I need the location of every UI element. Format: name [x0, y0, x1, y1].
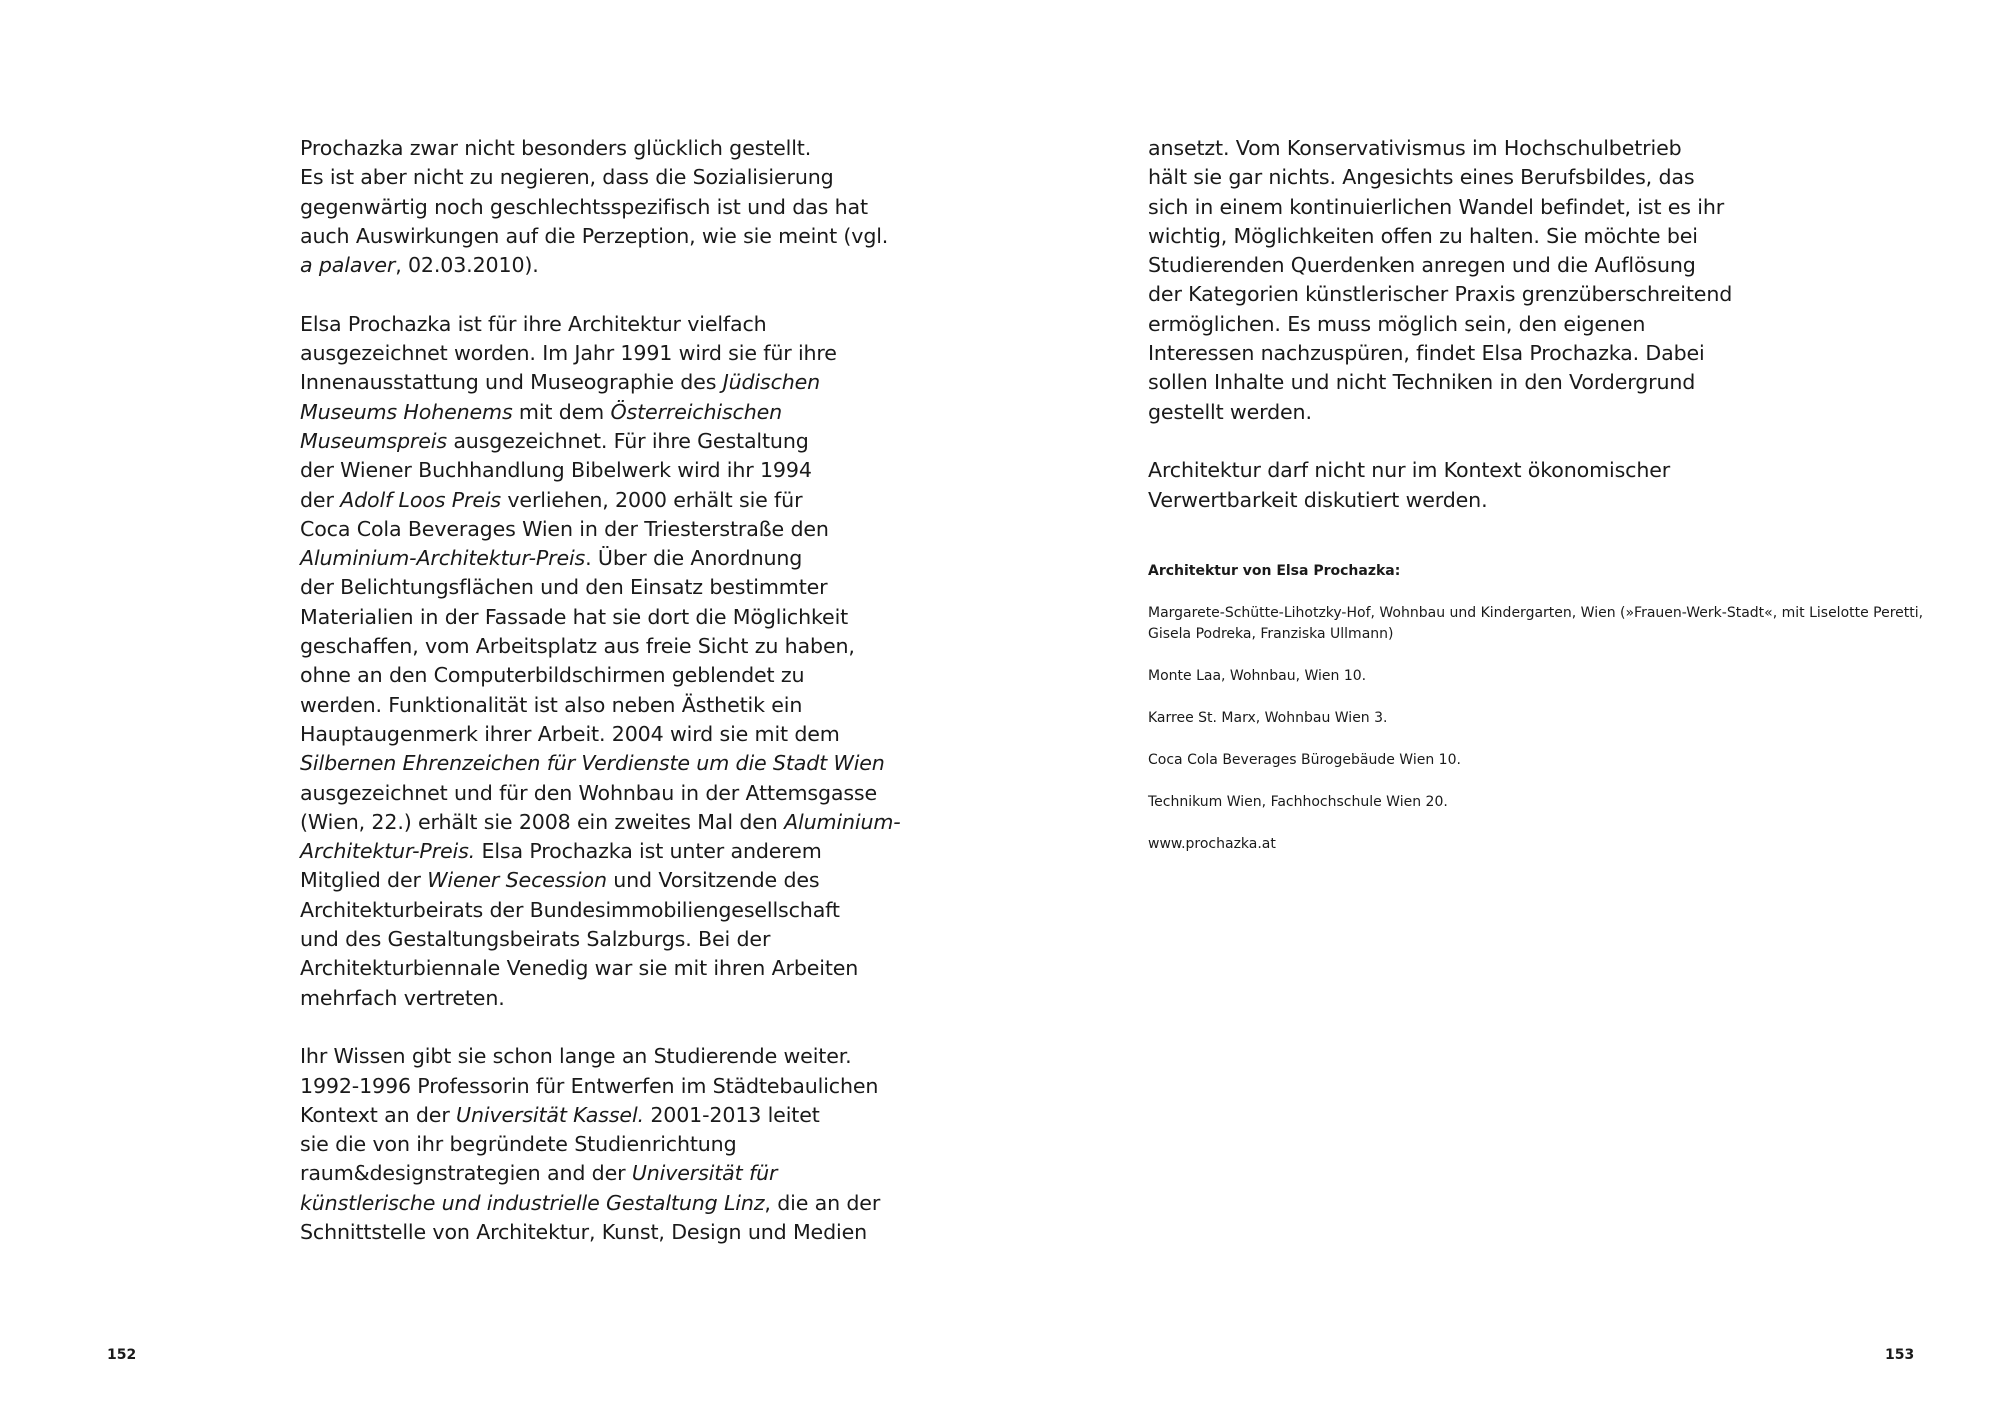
italic-title: Universität für	[631, 1161, 778, 1186]
works-list-item-line: Monte Laa, Wohnbau, Wien 10.	[1148, 668, 1367, 684]
left-p2-line: der Adolf Loos Preis verliehen, 2000 erhält sie für	[300, 487, 803, 512]
left-p2-line: Mitglied der Wiener Secession und Vorsitzende des	[300, 868, 820, 893]
left-p1-line: Es ist aber nicht zu negieren, dass die Sozialisierung	[300, 165, 834, 190]
left-p3-line: Ihr Wissen gibt sie schon lange an Studierende weiter.	[300, 1044, 852, 1069]
right-p1-line: ermöglichen. Es muss möglich sein, den eigenen	[1148, 311, 1646, 336]
works-list-item-line: Karree St. Marx, Wohnbau Wien 3.	[1148, 710, 1388, 726]
left-p2-line: Innenausstattung und Museographie des Jüdischen	[300, 370, 821, 395]
left-p3-line: sie die von ihr begründete Studienrichtung	[300, 1132, 737, 1157]
italic-title: Österreichischen	[610, 399, 783, 424]
left-p1-line: Prochazka zwar nicht besonders glücklich gestellt.	[300, 136, 812, 160]
right-p1-line: Interessen nachzuspüren, findet Elsa Prochazka. Dabei	[1148, 341, 1705, 366]
left-p1-line: gegenwärtig noch geschlechtsspezifisch ist und das hat	[300, 194, 868, 219]
right-p1-line: ansetzt. Vom Konservativismus im Hochschulbetrieb	[1148, 136, 1682, 160]
works-list	[1148, 561, 1928, 876]
italic-title: Adolf Loos Preis	[340, 487, 501, 512]
right-p1-line: der Kategorien künstlerischer Praxis grenzüberschreitend	[1148, 282, 1733, 307]
left-p2-line: und des Gestaltungsbeirats Salzburgs. Bei der	[300, 927, 771, 952]
italic-title: Museumspreis	[300, 428, 447, 453]
italic-title: künstlerische und industrielle Gestaltung Linz	[300, 1190, 765, 1215]
works-list-item	[1148, 792, 1928, 813]
italic-title: a palaver	[300, 253, 396, 278]
right-paragraph-2	[1148, 456, 1732, 515]
left-body-text	[300, 134, 901, 1247]
left-p1-line: a palaver, 02.03.2010).	[300, 253, 539, 278]
left-p2-line: Museums Hohenems mit dem Österreichischen	[300, 399, 783, 424]
left-p2-line	[300, 749, 901, 778]
left-p2-line: geschaffen, vom Arbeitsplatz aus freie Sicht zu haben,	[300, 634, 855, 659]
italic-title: Museums Hohenems	[300, 399, 513, 424]
left-p2-line: werden. Funktionalität ist also neben Ästhetik ein	[300, 692, 803, 717]
left-p2-line: Aluminium-Architektur-Preis. Über die Anordnung	[300, 546, 803, 571]
left-paragraph-1	[300, 134, 901, 280]
right-body-text	[1148, 134, 1732, 515]
italic-title: Wiener Secession	[427, 868, 607, 893]
left-p3-line: 1992-1996 Professorin für Entwerfen im Städtebaulichen	[300, 1073, 879, 1098]
page-number-right: 153	[1885, 1347, 1915, 1363]
left-p3-line: künstlerische und industrielle Gestaltung Linz, die an der	[300, 1190, 881, 1215]
right-p1-line: sollen Inhalte und nicht Techniken in den Vordergrund	[1148, 370, 1696, 395]
right-p1-line: gestellt werden.	[1148, 399, 1312, 424]
works-list-item	[1148, 666, 1928, 687]
left-p3-line: Kontext an der Universität Kassel. 2001-2013 leitet	[300, 1102, 820, 1127]
works-list-item-line: Margarete-Schütte-Lihotzky-Hof, Wohnbau und Kindergarten, Wien (»Frauen-Werk-Stadt«, mit Liselotte Peretti,	[1148, 605, 1924, 621]
left-paragraph-3	[300, 1042, 901, 1247]
page-number-left: 152	[107, 1347, 137, 1363]
right-p1-line: sich in einem kontinuierlichen Wandel befindet, ist es ihr	[1148, 194, 1725, 219]
italic-title: Aluminium-	[784, 809, 901, 834]
right-p1-line: Studierenden Querdenken anregen und die Auflösung	[1148, 253, 1696, 278]
right-paragraph-1	[1148, 134, 1732, 427]
left-p2-line: Elsa Prochazka ist für ihre Architektur vielfach	[300, 311, 767, 336]
works-list-item-line: Gisela Podreka, Franziska Ullmann)	[1148, 626, 1394, 642]
right-p2-line: Architektur darf nicht nur im Kontext ökonomischer	[1148, 458, 1671, 483]
right-page	[1000, 0, 2000, 1412]
left-p2-line: Museumspreis ausgezeichnet. Für ihre Gestaltung	[300, 428, 809, 453]
left-p3-line: Schnittstelle von Architektur, Kunst, Design und Medien	[300, 1219, 867, 1244]
works-list-item[interactable]	[1148, 834, 1928, 855]
works-list-item	[1148, 750, 1928, 771]
works-list-item-line: Technikum Wien, Fachhochschule Wien 20.	[1148, 794, 1448, 810]
left-p2-line: der Wiener Buchhandlung Bibelwerk wird ihr 1994	[300, 458, 812, 483]
works-list-item-line: Coca Cola Beverages Bürogebäude Wien 10.	[1148, 752, 1461, 768]
works-list-item	[1148, 603, 1928, 645]
left-p2-line: (Wien, 22.) erhält sie 2008 ein zweites Mal den Aluminium-	[300, 809, 901, 834]
left-p2-line: Architektur-Preis. Elsa Prochazka ist unter anderem	[300, 839, 822, 864]
right-p1-line: wichtig, Möglichkeiten offen zu halten. Sie möchte bei	[1148, 223, 1698, 248]
works-list-item	[1148, 708, 1928, 729]
right-p2-line: Verwertbarkeit diskutiert werden.	[1148, 487, 1488, 512]
left-p2-line: ausgezeichnet worden. Im Jahr 1991 wird sie für ihre	[300, 341, 837, 366]
works-list-item-line: www.prochazka.at	[1148, 836, 1276, 852]
works-list-heading: Architektur von Elsa Prochazka:	[1148, 563, 1401, 579]
left-p1-line: auch Auswirkungen auf die Perzeption, wie sie meint (vgl.	[300, 223, 889, 248]
left-paragraph-2	[300, 310, 901, 1013]
italic-title: Universität Kassel.	[456, 1102, 644, 1127]
left-p3-line: raum&designstrategien and der Universität für	[300, 1161, 778, 1186]
left-p2-line: ohne an den Computerbildschirmen geblendet zu	[300, 663, 805, 688]
left-p2-line: mehrfach vertreten.	[300, 985, 505, 1010]
left-p2-line: ausgezeichnet und für den Wohnbau in der Attemsgasse	[300, 780, 878, 805]
left-p2-line: Hauptaugenmerk ihrer Arbeit. 2004 wird sie mit dem	[300, 721, 840, 746]
left-p2-line: Architekturbiennale Venedig war sie mit ihren Arbeiten	[300, 956, 859, 981]
left-p2-line: der Belichtungsflächen und den Einsatz bestimmter	[300, 575, 828, 600]
italic-title: Silbernen Ehrenzeichen für Verdienste um die Stadt Wien	[300, 751, 885, 776]
italic-title: Aluminium-Architektur-Preis	[300, 546, 586, 571]
right-p1-line: hält sie gar nichts. Angesichts eines Berufsbildes, das	[1148, 165, 1695, 190]
left-p2-line: Architekturbeirats der Bundesimmobiliengesellschaft	[300, 897, 840, 922]
italic-title: Architektur-Preis.	[300, 839, 476, 864]
left-p2-line: Coca Cola Beverages Wien in der Triesterstraße den	[300, 516, 829, 541]
left-p2-line: Materialien in der Fassade hat sie dort die Möglichkeit	[300, 604, 849, 629]
italic-title: Jüdischen	[722, 370, 821, 395]
